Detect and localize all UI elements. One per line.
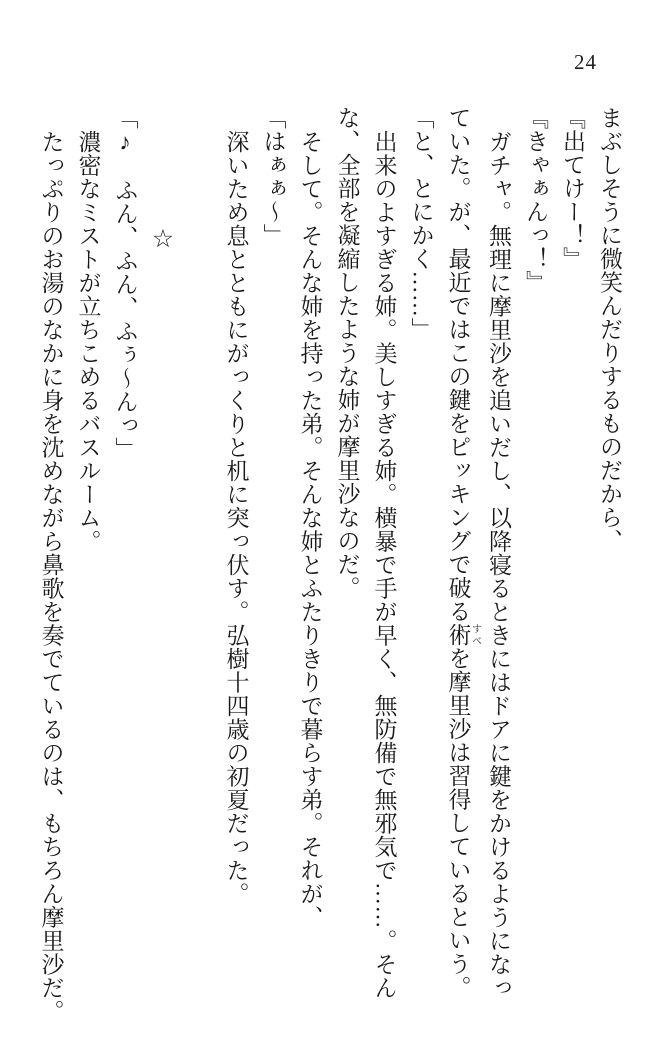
text-area [33,106,629,1050]
text-column: 濃密なミストが立ちこめるバスルーム。 [75,129,101,553]
text-column: たっぷりのお湯のなかに身を沈めながら鼻歌を奏でているのは、もちろん摩里沙だ。 [38,129,64,1023]
text-column: ていた。が、最近ではこの鍵をピッキングで破る術 すべを摩里沙は習得しているという。 [445,106,481,999]
text-column: 出来のよすぎる姉。美しすぎる姉。横暴で手が早く、無防備で無邪気で……。そん [371,129,397,999]
text-column: 「はぁぁ〜」 [260,106,286,247]
page-number: 24 [574,50,597,74]
text-column: 「♪ ふん、ふん、ふぅ〜んっ」 [112,106,138,461]
text-column: 『きゃぁんっ！』 [523,106,548,294]
ruby-annotated-word: 術 すべ [445,623,481,647]
text-column: 「と、とにかく……」 [408,106,434,341]
text-column: 深いため息とともにがっくりと机に突っ伏す。弘樹十四歳の初夏だった。 [223,129,249,905]
text-column: な、全部を凝縮したような姉が摩里沙なのだ。 [334,106,360,600]
text-column: そして。そんな姉を持った弟。そんな姉とふたりきりで暮らす弟。それが、 [297,129,323,929]
section-divider: ☆ [148,223,176,253]
text-column: まぶしそうに微笑んだりするものだから、 [597,106,622,553]
text-column: 『出てけー！』 [560,106,585,271]
text-column: ガチャ。無理に摩里沙を追いだし、以降寝るときにはドアに鍵をかけるようになっ [486,129,511,999]
blank-column [181,106,218,1050]
